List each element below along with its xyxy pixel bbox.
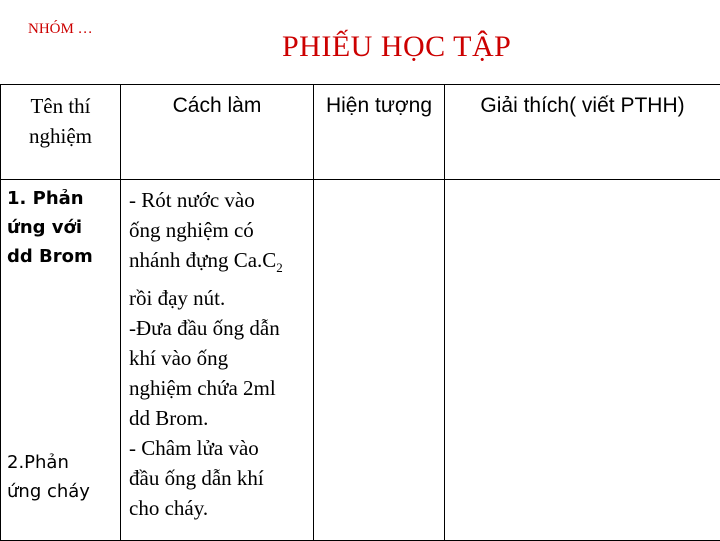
method-steps [129,180,313,523]
method-line-8: dd Brom. [129,403,313,433]
column-header-method [121,85,314,180]
method-line-9: - Châm lửa vào [129,433,313,463]
method-line-10: đầu ống dẫn khí [129,463,313,493]
header-row [1,85,720,180]
experiment-name-cell [1,180,121,541]
group-label: NHÓM … [28,21,93,38]
column-header-experiment-name [1,85,121,180]
explanation-cell[interactable] [445,180,720,541]
column-header-explanation-label: Giải thích( viết PTHH) [445,85,720,121]
method-line-3 [129,245,313,283]
method-line-3-text: nhánh đựng Ca.C [129,248,276,272]
table-row [1,180,720,541]
column-header-experiment-name-line2: nghiệm [29,124,92,148]
column-header-experiment-name-line1: Tên thí [30,94,90,118]
column-header-phenomenon-label: Hiện tượng [314,85,444,121]
column-header-method-label: Cách làm [121,85,313,121]
worksheet-table [0,84,720,541]
column-header-phenomenon [314,85,445,180]
method-line-6: khí vào ống [129,343,313,373]
experiment-2-line1: 2.Phản [7,448,90,477]
method-line-3-subscript: 2 [276,260,283,275]
method-line-11: cho cháy. [129,493,313,523]
page-title: PHIẾU HỌC TẬP [282,30,511,64]
experiment-1-label [7,184,93,271]
method-line-5: -Đưa đầu ống dẫn [129,313,313,343]
method-line-1: - Rót nước vào [129,185,313,215]
method-line-7: nghiệm chứa 2ml [129,373,313,403]
column-header-explanation [445,85,720,180]
experiment-2-line2: ứng cháy [7,477,90,506]
method-line-2: ống nghiệm có [129,215,313,245]
experiment-2-label [7,448,90,506]
experiment-1-line1: 1. Phản [7,184,93,213]
method-cell [121,180,314,541]
phenomenon-cell[interactable] [314,180,445,541]
experiment-1-line2: ứng với [7,213,93,242]
experiment-1-line3: dd Brom [7,242,93,271]
method-line-4: rồi đạy nút. [129,283,313,313]
